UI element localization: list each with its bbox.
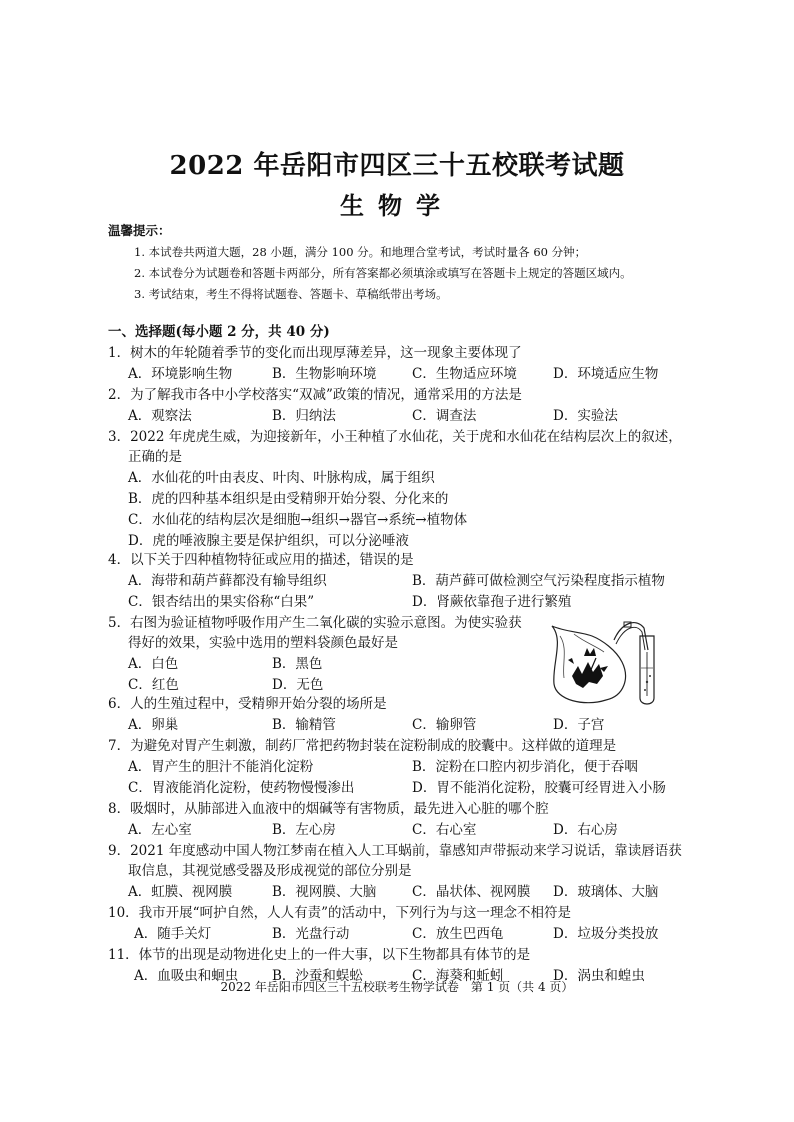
question-stem: 5．右图为验证植物呼吸作用产生二氧化碳的实验示意图。为使实验获 xyxy=(108,615,522,631)
option-c: C．右心室 xyxy=(412,822,477,838)
option-c: C．海葵和蚯蚓 xyxy=(412,968,504,984)
question-stem: 10．我市开展“呵护自然，人人有责”的活动中，下列行为与这一理念不相符是 xyxy=(108,905,571,921)
tip-item: 1. 本试卷共两道大题，28 小题，满分 100 分。和地理合堂考试，考试时量各 60 分钟； xyxy=(134,245,587,259)
tips-heading: 温馨提示： xyxy=(108,223,171,238)
question-stem-cont: 正确的是 xyxy=(128,449,182,465)
option-c: C．调查法 xyxy=(412,408,477,424)
page-title: 2022 年岳阳市四区三十五校联考试题 xyxy=(169,151,625,181)
question-stem: 7．为避免对胃产生刺激，制药厂常把药物封装在淀粉制成的胶囊中。这样做的道理是 xyxy=(108,738,617,754)
question-stem: 2．为了解我市各中小学校落实“双减”政策的情况，通常采用的方法是 xyxy=(108,387,522,403)
bag-fold xyxy=(560,636,564,678)
option-a: A．海带和葫芦藓都没有输导组织 xyxy=(128,573,327,589)
option-d: D．涡虫和蝗虫 xyxy=(553,968,645,984)
question-stem: 9．2021 年度感动中国人物江梦南在植入人工耳蜗前，靠感知声带振动来学习说话，靠读唇语获 xyxy=(108,843,682,859)
option-d: D．肾蕨依靠孢子进行繁殖 xyxy=(412,594,572,610)
question-stem-cont: 得好的效果，实验中选用的塑料袋颜色最好是 xyxy=(128,635,398,651)
option-a: A．观察法 xyxy=(128,408,192,424)
question-stem: 3．2022 年虎虎生威，为迎接新年，小王种植了水仙花，关于虎和水仙花在结构层次上的叙述， xyxy=(108,429,682,445)
option-a: A．白色 xyxy=(128,656,179,672)
option-a: A．胃产生的胆汁不能消化淀粉 xyxy=(128,759,314,775)
option-d: D．实验法 xyxy=(553,408,618,424)
option-a: A．环境影响生物 xyxy=(128,366,233,382)
option-a: A．虹膜、视网膜 xyxy=(128,884,233,900)
option-b: B．葫芦藓可做检测空气污染程度指示植物 xyxy=(412,573,665,589)
option-c: C．生物适应环境 xyxy=(412,366,517,382)
option-d: D．玻璃体、大脑 xyxy=(553,884,659,900)
question-stem: 4．以下关于四种植物特征或应用的描述，错误的是 xyxy=(108,552,414,568)
connecting-tube xyxy=(616,627,645,650)
option-a: A．左心室 xyxy=(128,822,192,838)
plant-icon xyxy=(568,648,608,688)
option-c: C．输卵管 xyxy=(412,717,477,733)
option-b: B．虎的四种基本组织是由受精卵开始分裂、分化来的 xyxy=(128,491,449,507)
option-d: D．胃不能消化淀粉，胶囊可经胃进入小肠 xyxy=(412,780,666,796)
option-a: A．水仙花的叶由表皮、叶肉、叶脉构成，属于组织 xyxy=(128,470,435,486)
tip-item: 2. 本试卷分为试题卷和答题卡两部分，所有答案都必须填涂或填写在答题卡上规定的答题区域内。 xyxy=(134,266,632,280)
question-stem: 8．吸烟时，从肺部进入血液中的烟碱等有害物质，最先进入心脏的哪个腔 xyxy=(108,801,549,817)
option-d: D．子宫 xyxy=(553,717,605,733)
option-c: C．放生巴西龟 xyxy=(412,926,504,942)
option-b: B．视网膜、大脑 xyxy=(272,884,377,900)
option-a: A．卵巢 xyxy=(128,717,179,733)
option-c: C．红色 xyxy=(128,677,179,693)
question-stem: 11．体节的出现是动物进化史上的一件大事，以下生物都具有体节的是 xyxy=(108,947,531,963)
question-stem-cont: 取信息，其视觉感受器及形成视觉的部位分别是 xyxy=(128,863,412,879)
question-stem: 6．人的生殖过程中，受精卵开始分裂的场所是 xyxy=(108,696,387,712)
page-footer: 2022 年岳阳市四区三十五校联考生物学试卷 第 1 页（共 4 页） xyxy=(220,980,574,994)
subject-title: 生物学 xyxy=(340,191,454,220)
option-a: A．血吸虫和蛔虫 xyxy=(134,968,239,984)
option-c: C．胃液能消化淀粉，使药物慢慢渗出 xyxy=(128,780,355,796)
section-heading: 一、选择题(每小题 2 分，共 40 分) xyxy=(108,324,330,340)
option-d: D．右心房 xyxy=(553,822,618,838)
option-b: B．光盘行动 xyxy=(272,926,350,942)
bag-fold xyxy=(574,634,604,652)
option-b: B．沙蚕和蜈蚣 xyxy=(272,968,363,984)
option-b: B．左心房 xyxy=(272,822,336,838)
option-a: A．随手关灯 xyxy=(134,926,212,942)
option-b: B．黑色 xyxy=(272,656,323,672)
option-c: C．晶状体、视网膜 xyxy=(412,884,531,900)
option-b: B．归纳法 xyxy=(272,408,336,424)
option-d: D．虎的唾液腺主要是保护组织，可以分泌唾液 xyxy=(128,533,409,549)
experiment-figure xyxy=(544,612,684,712)
option-c: C．水仙花的结构层次是细胞→组织→器官→系统→植物体 xyxy=(128,512,468,528)
tip-item: 3. 考试结束，考生不得将试题卷、答题卡、草稿纸带出考场。 xyxy=(134,287,448,301)
option-b: B．输精管 xyxy=(272,717,336,733)
option-c: C．银杏结出的果实俗称“白果” xyxy=(128,594,315,610)
option-d: D．无色 xyxy=(272,677,324,693)
question-stem: 1．树木的年轮随着季节的变化而出现厚薄差异，这一现象主要体现了 xyxy=(108,345,522,361)
option-b: B．生物影响环境 xyxy=(272,366,377,382)
option-b: B．淀粉在口腔内初步消化，便于吞咽 xyxy=(412,759,638,775)
option-d: D．垃圾分类投放 xyxy=(553,926,659,942)
option-d: D．环境适应生物 xyxy=(553,366,659,382)
